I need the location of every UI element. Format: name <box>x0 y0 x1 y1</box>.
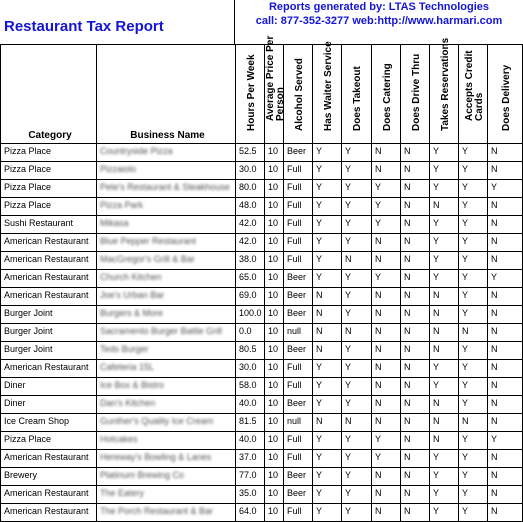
col-header-alcohol: Alcohol Served <box>284 45 313 144</box>
cell-delivery: N <box>488 306 523 324</box>
table-row <box>1 198 523 216</box>
cell-waiter: Y <box>313 432 342 450</box>
cell-drive-thru: N <box>401 414 430 432</box>
cell-category: American Restaurant <box>1 234 97 252</box>
cell-catering: Y <box>372 270 401 288</box>
cell-waiter: Y <box>313 180 342 198</box>
table-row <box>1 306 523 324</box>
cell-takeout: Y <box>342 306 372 324</box>
cell-category: Pizza Place <box>1 198 97 216</box>
cell-business-name: Hereway's Bowling & Lanes <box>97 450 236 468</box>
cell-category: Burger Joint <box>1 306 97 324</box>
cell-business-name: MacGregor's Grill & Bar <box>97 252 236 270</box>
cell-reservations: Y <box>430 360 459 378</box>
col-header-business-name: Business Name <box>97 45 236 144</box>
cell-average-price: 10 <box>265 234 284 252</box>
cell-reservations: Y <box>430 486 459 504</box>
cell-takeout: Y <box>342 198 372 216</box>
cell-credit-cards: Y <box>459 306 488 324</box>
cell-waiter: Y <box>313 270 342 288</box>
cell-category: Sushi Restaurant <box>1 216 97 234</box>
cell-credit-cards: Y <box>459 360 488 378</box>
cell-category: American Restaurant <box>1 450 97 468</box>
cell-average-price: 10 <box>265 216 284 234</box>
cell-takeout: Y <box>342 360 372 378</box>
cell-waiter: Y <box>313 504 342 522</box>
cell-average-price: 10 <box>265 504 284 522</box>
cell-waiter: Y <box>313 396 342 414</box>
cell-drive-thru: N <box>401 432 430 450</box>
cell-waiter: Y <box>313 198 342 216</box>
cell-catering: N <box>372 144 401 162</box>
cell-business-name: Countryside Pizza <box>97 144 236 162</box>
cell-catering: N <box>372 288 401 306</box>
col-header-delivery: Does Delivery <box>488 45 523 144</box>
cell-takeout: N <box>342 414 372 432</box>
cell-delivery: N <box>488 486 523 504</box>
table-row <box>1 360 523 378</box>
cell-credit-cards: Y <box>459 396 488 414</box>
cell-credit-cards: N <box>459 324 488 342</box>
cell-delivery: N <box>488 504 523 522</box>
cell-delivery: Y <box>488 180 523 198</box>
cell-credit-cards: Y <box>459 486 488 504</box>
table-row <box>1 180 523 198</box>
cell-category: Brewery <box>1 468 97 486</box>
col-header-category: Category <box>1 45 97 144</box>
cell-hours: 40.0 <box>236 396 265 414</box>
cell-credit-cards: Y <box>459 432 488 450</box>
cell-alcohol: Full <box>284 450 313 468</box>
cell-delivery: N <box>488 342 523 360</box>
cell-business-name: Pizza Park <box>97 198 236 216</box>
cell-waiter: N <box>313 306 342 324</box>
cell-category: Pizza Place <box>1 144 97 162</box>
cell-hours: 30.0 <box>236 360 265 378</box>
cell-hours: 81.5 <box>236 414 265 432</box>
cell-alcohol: Beer <box>284 306 313 324</box>
table-row <box>1 378 523 396</box>
table-row <box>1 414 523 432</box>
cell-business-name: Ice Box & Bistro <box>97 378 236 396</box>
cell-takeout: Y <box>342 162 372 180</box>
cell-reservations: N <box>430 396 459 414</box>
cell-alcohol: Beer <box>284 396 313 414</box>
cell-average-price: 10 <box>265 162 284 180</box>
cell-drive-thru: N <box>401 378 430 396</box>
cell-category: Diner <box>1 378 97 396</box>
cell-catering: Y <box>372 198 401 216</box>
cell-takeout: Y <box>342 504 372 522</box>
cell-average-price: 10 <box>265 468 284 486</box>
cell-takeout: N <box>342 252 372 270</box>
cell-reservations: Y <box>430 450 459 468</box>
cell-drive-thru: N <box>401 450 430 468</box>
cell-average-price: 10 <box>265 486 284 504</box>
col-header-takeout: Does Takeout <box>342 45 372 144</box>
cell-takeout: Y <box>342 450 372 468</box>
cell-drive-thru: N <box>401 306 430 324</box>
cell-alcohol: Full <box>284 360 313 378</box>
cell-credit-cards: Y <box>459 450 488 468</box>
cell-business-name: Mikasa <box>97 216 236 234</box>
cell-drive-thru: N <box>401 486 430 504</box>
cell-category: American Restaurant <box>1 486 97 504</box>
cell-reservations: Y <box>430 180 459 198</box>
cell-takeout: Y <box>342 144 372 162</box>
cell-average-price: 10 <box>265 324 284 342</box>
cell-catering: N <box>372 306 401 324</box>
cell-drive-thru: N <box>401 270 430 288</box>
cell-average-price: 10 <box>265 378 284 396</box>
cell-drive-thru: N <box>401 342 430 360</box>
cell-waiter: Y <box>313 468 342 486</box>
cell-catering: N <box>372 378 401 396</box>
cell-hours: 100.0 <box>236 306 265 324</box>
cell-business-name: Pizzaiolo <box>97 162 236 180</box>
cell-delivery: N <box>488 450 523 468</box>
cell-waiter: N <box>313 414 342 432</box>
cell-credit-cards: Y <box>459 198 488 216</box>
cell-hours: 80.0 <box>236 180 265 198</box>
cell-alcohol: Full <box>284 234 313 252</box>
cell-alcohol: Full <box>284 432 313 450</box>
cell-category: Pizza Place <box>1 162 97 180</box>
cell-drive-thru: N <box>401 162 430 180</box>
cell-catering: Y <box>372 180 401 198</box>
cell-credit-cards: Y <box>459 162 488 180</box>
cell-category: Burger Joint <box>1 324 97 342</box>
table-row <box>1 432 523 450</box>
col-header-average-price: Average Price Per Person <box>265 45 284 144</box>
cell-delivery: N <box>488 396 523 414</box>
cell-hours: 35.0 <box>236 486 265 504</box>
cell-delivery: N <box>488 216 523 234</box>
cell-catering: Y <box>372 432 401 450</box>
table-row <box>1 468 523 486</box>
cell-alcohol: Beer <box>284 486 313 504</box>
cell-delivery: N <box>488 360 523 378</box>
cell-business-name: Sacramento Burger Battle Grill <box>97 324 236 342</box>
cell-credit-cards: Y <box>459 144 488 162</box>
cell-waiter: Y <box>313 216 342 234</box>
cell-delivery: Y <box>488 270 523 288</box>
cell-reservations: N <box>430 324 459 342</box>
cell-takeout: Y <box>342 180 372 198</box>
generated-by-text: Reports generated by: LTAS Technologies <box>268 1 490 13</box>
cell-credit-cards: Y <box>459 180 488 198</box>
cell-delivery: N <box>488 144 523 162</box>
cell-business-name: Burgers & More <box>97 306 236 324</box>
cell-reservations: Y <box>430 216 459 234</box>
cell-average-price: 10 <box>265 432 284 450</box>
cell-average-price: 10 <box>265 288 284 306</box>
table-row <box>1 324 523 342</box>
cell-business-name: Gunther's Quality Ice Cream <box>97 414 236 432</box>
cell-hours: 0.0 <box>236 324 265 342</box>
cell-credit-cards: Y <box>459 504 488 522</box>
table-row <box>1 252 523 270</box>
cell-drive-thru: N <box>401 360 430 378</box>
cell-reservations: N <box>430 432 459 450</box>
cell-catering: Y <box>372 450 401 468</box>
cell-catering: N <box>372 252 401 270</box>
cell-reservations: Y <box>430 468 459 486</box>
cell-takeout: Y <box>342 270 372 288</box>
cell-alcohol: Full <box>284 198 313 216</box>
cell-delivery: N <box>488 324 523 342</box>
cell-delivery: N <box>488 288 523 306</box>
cell-alcohol: null <box>284 324 313 342</box>
cell-takeout: Y <box>342 216 372 234</box>
cell-reservations: N <box>430 306 459 324</box>
cell-hours: 77.0 <box>236 468 265 486</box>
cell-credit-cards: Y <box>459 468 488 486</box>
table-row <box>1 162 523 180</box>
cell-category: Pizza Place <box>1 432 97 450</box>
cell-average-price: 10 <box>265 360 284 378</box>
cell-hours: 30.0 <box>236 162 265 180</box>
cell-alcohol: Full <box>284 180 313 198</box>
cell-hours: 48.0 <box>236 198 265 216</box>
cell-business-name: Cafeteria 15L <box>97 360 236 378</box>
cell-alcohol: null <box>284 414 313 432</box>
table-row <box>1 234 523 252</box>
cell-drive-thru: N <box>401 198 430 216</box>
cell-drive-thru: N <box>401 144 430 162</box>
cell-hours: 42.0 <box>236 234 265 252</box>
cell-business-name: Pete's Restaurant & Steakhouse <box>97 180 236 198</box>
cell-reservations: Y <box>430 162 459 180</box>
cell-waiter: Y <box>313 234 342 252</box>
cell-reservations: Y <box>430 270 459 288</box>
cell-waiter: Y <box>313 252 342 270</box>
table-row <box>1 396 523 414</box>
cell-hours: 40.0 <box>236 432 265 450</box>
cell-catering: Y <box>372 216 401 234</box>
cell-delivery: Y <box>488 432 523 450</box>
cell-drive-thru: N <box>401 288 430 306</box>
table-row <box>1 342 523 360</box>
cell-drive-thru: N <box>401 234 430 252</box>
cell-credit-cards: Y <box>459 288 488 306</box>
cell-hours: 65.0 <box>236 270 265 288</box>
col-header-credit-cards: Accepts Credit Cards <box>459 45 488 144</box>
col-header-hours: Hours Per Week <box>236 45 265 144</box>
cell-business-name: The Eatery <box>97 486 236 504</box>
cell-drive-thru: N <box>401 396 430 414</box>
cell-category: American Restaurant <box>1 360 97 378</box>
cell-drive-thru: N <box>401 252 430 270</box>
cell-credit-cards: Y <box>459 270 488 288</box>
col-header-waiter: Has Waiter Service <box>313 45 342 144</box>
cell-reservations: N <box>430 342 459 360</box>
cell-takeout: Y <box>342 432 372 450</box>
cell-average-price: 10 <box>265 396 284 414</box>
cell-category: Ice Cream Shop <box>1 414 97 432</box>
cell-waiter: Y <box>313 144 342 162</box>
cell-category: Diner <box>1 396 97 414</box>
cell-catering: N <box>372 162 401 180</box>
cell-alcohol: Full <box>284 378 313 396</box>
cell-takeout: Y <box>342 288 372 306</box>
cell-waiter: Y <box>313 378 342 396</box>
cell-business-name: Hotcakes <box>97 432 236 450</box>
cell-drive-thru: N <box>401 324 430 342</box>
cell-catering: N <box>372 360 401 378</box>
cell-waiter: N <box>313 324 342 342</box>
cell-reservations: Y <box>430 252 459 270</box>
col-header-catering: Does Catering <box>372 45 401 144</box>
cell-catering: N <box>372 324 401 342</box>
cell-catering: N <box>372 414 401 432</box>
cell-average-price: 10 <box>265 252 284 270</box>
cell-alcohol: Full <box>284 216 313 234</box>
cell-takeout: N <box>342 324 372 342</box>
cell-waiter: Y <box>313 486 342 504</box>
cell-average-price: 10 <box>265 450 284 468</box>
cell-credit-cards: Y <box>459 252 488 270</box>
cell-delivery: N <box>488 468 523 486</box>
cell-reservations: Y <box>430 144 459 162</box>
cell-business-name: Dan's Kitchen <box>97 396 236 414</box>
cell-credit-cards: N <box>459 414 488 432</box>
cell-delivery: N <box>488 378 523 396</box>
table-row <box>1 486 523 504</box>
cell-alcohol: Beer <box>284 468 313 486</box>
cell-delivery: N <box>488 198 523 216</box>
header-row <box>1 45 523 144</box>
cell-business-name: The Porch Restaurant & Bar <box>97 504 236 522</box>
cell-catering: N <box>372 396 401 414</box>
cell-takeout: Y <box>342 468 372 486</box>
cell-takeout: Y <box>342 396 372 414</box>
cell-average-price: 10 <box>265 342 284 360</box>
cell-drive-thru: N <box>401 216 430 234</box>
cell-waiter: N <box>313 288 342 306</box>
table-row <box>1 216 523 234</box>
cell-reservations: N <box>430 288 459 306</box>
cell-alcohol: Beer <box>284 288 313 306</box>
cell-hours: 42.0 <box>236 216 265 234</box>
table-row <box>1 450 523 468</box>
table-row <box>1 144 523 162</box>
cell-category: American Restaurant <box>1 288 97 306</box>
cell-drive-thru: N <box>401 504 430 522</box>
cell-hours: 37.0 <box>236 450 265 468</box>
cell-alcohol: Beer <box>284 144 313 162</box>
cell-delivery: N <box>488 162 523 180</box>
cell-hours: 52.5 <box>236 144 265 162</box>
cell-catering: N <box>372 234 401 252</box>
cell-waiter: N <box>313 342 342 360</box>
cell-catering: N <box>372 486 401 504</box>
cell-category: Burger Joint <box>1 342 97 360</box>
cell-waiter: Y <box>313 162 342 180</box>
cell-credit-cards: Y <box>459 234 488 252</box>
cell-category: American Restaurant <box>1 504 97 522</box>
cell-reservations: Y <box>430 378 459 396</box>
cell-credit-cards: Y <box>459 342 488 360</box>
cell-business-name: Church Kitchen <box>97 270 236 288</box>
col-header-drive-thru: Does Drive Thru <box>401 45 430 144</box>
cell-business-name: Blue Pepper Restaurant <box>97 234 236 252</box>
cell-average-price: 10 <box>265 144 284 162</box>
cell-average-price: 10 <box>265 198 284 216</box>
cell-hours: 38.0 <box>236 252 265 270</box>
report-table <box>0 35 523 522</box>
cell-delivery: N <box>488 414 523 432</box>
table-row <box>1 504 523 522</box>
cell-waiter: Y <box>313 450 342 468</box>
cell-category: Pizza Place <box>1 180 97 198</box>
cell-alcohol: Full <box>284 252 313 270</box>
cell-waiter: Y <box>313 360 342 378</box>
cell-catering: N <box>372 342 401 360</box>
header-divider <box>234 0 235 44</box>
cell-catering: N <box>372 468 401 486</box>
cell-reservations: N <box>430 414 459 432</box>
cell-hours: 69.0 <box>236 288 265 306</box>
cell-average-price: 10 <box>265 270 284 288</box>
cell-average-price: 10 <box>265 180 284 198</box>
cell-business-name: Teds Burger <box>97 342 236 360</box>
cell-reservations: N <box>430 198 459 216</box>
cell-takeout: Y <box>342 234 372 252</box>
cell-alcohol: Beer <box>284 342 313 360</box>
cell-reservations: Y <box>430 234 459 252</box>
report-title: Restaurant Tax Report <box>4 18 164 35</box>
cell-category: American Restaurant <box>1 252 97 270</box>
cell-credit-cards: Y <box>459 216 488 234</box>
cell-takeout: Y <box>342 342 372 360</box>
table-row <box>1 288 523 306</box>
cell-takeout: Y <box>342 486 372 504</box>
cell-alcohol: Full <box>284 504 313 522</box>
cell-average-price: 10 <box>265 414 284 432</box>
cell-delivery: N <box>488 252 523 270</box>
cell-delivery: N <box>488 234 523 252</box>
cell-credit-cards: Y <box>459 378 488 396</box>
cell-business-name: Joe's Urban Bar <box>97 288 236 306</box>
cell-reservations: Y <box>430 504 459 522</box>
cell-hours: 80.5 <box>236 342 265 360</box>
cell-drive-thru: N <box>401 468 430 486</box>
cell-alcohol: Full <box>284 162 313 180</box>
table-row <box>1 270 523 288</box>
col-header-reservations: Takes Reservations <box>430 45 459 144</box>
cell-business-name: Platinum Brewing Co <box>97 468 236 486</box>
cell-category: American Restaurant <box>1 270 97 288</box>
cell-hours: 58.0 <box>236 378 265 396</box>
cell-drive-thru: N <box>401 180 430 198</box>
cell-average-price: 10 <box>265 306 284 324</box>
cell-takeout: Y <box>342 378 372 396</box>
contact-text: call: 877-352-3277 web:http://www.harmari.com <box>255 15 503 27</box>
cell-alcohol: Beer <box>284 270 313 288</box>
cell-hours: 64.0 <box>236 504 265 522</box>
cell-catering: N <box>372 504 401 522</box>
